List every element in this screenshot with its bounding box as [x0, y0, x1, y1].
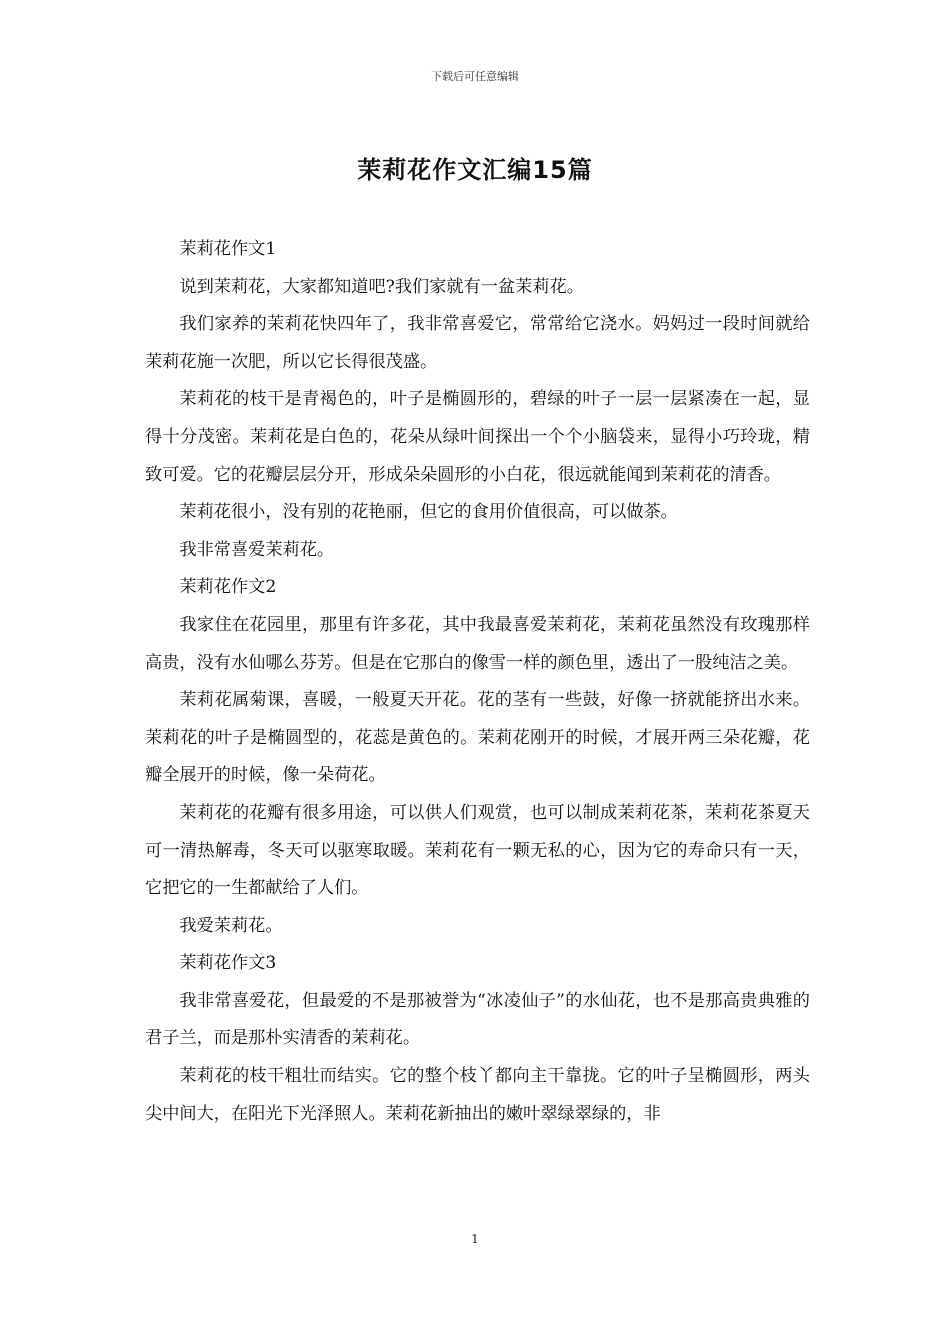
page-number: 1 — [471, 1232, 479, 1246]
paragraph: 茉莉花的枝干是青褐色的，叶子是椭圆形的，碧绿的叶子一层一层紧凑在一起，显得十分茂密。茉莉花是白色的，花朵从绿叶间探出一个个小脑袋来，显得小巧玲珑，精致可爱。它的花瓣层层分开，形成朵朵圆形的小白花，很远就能闻到茉莉花的清香。 — [145, 389, 810, 485]
section-heading: 茉莉花作文2 — [179, 577, 277, 598]
paragraph: 茉莉花很小，没有别的花艳丽，但它的食用价值很高，可以做茶。 — [179, 502, 678, 523]
section-heading: 茉莉花作文1 — [179, 239, 277, 259]
paragraph: 说到茉莉花，大家都知道吧?我们家就有一盆茉莉花。 — [179, 276, 584, 297]
section-heading: 茉莉花作文3 — [179, 953, 277, 974]
document-body — [145, 231, 810, 1133]
paragraph: 我们家养的茉莉花快四年了，我非常喜爱它，常常给它浇水。妈妈过一段时间就给茉莉花施一次肥，所以它长得很茂盛。 — [145, 314, 810, 372]
paragraph: 我非常喜爱花，但最爱的不是那被誉为“冰凌仙子”的水仙花，也不是那高贵典雅的君子兰，而是那朴实清香的茉莉花。 — [145, 990, 810, 1049]
paragraph: 茉莉花的枝干粗壮而结实。它的整个枝丫都向主干靠拢。它的叶子呈椭圆形，两头尖中间大，在阳光下光泽照人。茉莉花新抽出的嫩叶翠绿翠绿的，非 — [145, 1066, 810, 1124]
paragraph: 我家住在花园里，那里有许多花，其中我最喜爱茉莉花，茉莉花虽然没有玫瑰那样高贵，没有水仙哪么芬芳。但是在它那白的像雪一样的颜色里，透出了一股纯洁之美。 — [145, 614, 810, 673]
paragraph: 我非常喜爱茉莉花。 — [179, 539, 335, 560]
document-title: 茉莉花作文汇编15篇 — [357, 156, 593, 184]
page-header-note: 下载后可任意编辑 — [431, 70, 519, 83]
paragraph: 茉莉花的花瓣有很多用途，可以供人们观赏，也可以制成茉莉花茶，茉莉花茶夏天可一清热解毒，冬天可以驱寒取暖。茉莉花有一颗无私的心，因为它的寿命只有一天，它把它的一生都献给了人们。 — [145, 802, 810, 899]
paragraph: 茉莉花属菊课，喜暖，一般夏天开花。花的茎有一些鼓，好像一挤就能挤出水来。茉莉花的叶子是椭圆型的，花蕊是黄色的。茉莉花刚开的时候，才展开两三朵花瓣，花瓣全展开的时候，像一朵荷花。 — [145, 690, 810, 786]
paragraph: 我爱茉莉花。 — [179, 915, 283, 936]
